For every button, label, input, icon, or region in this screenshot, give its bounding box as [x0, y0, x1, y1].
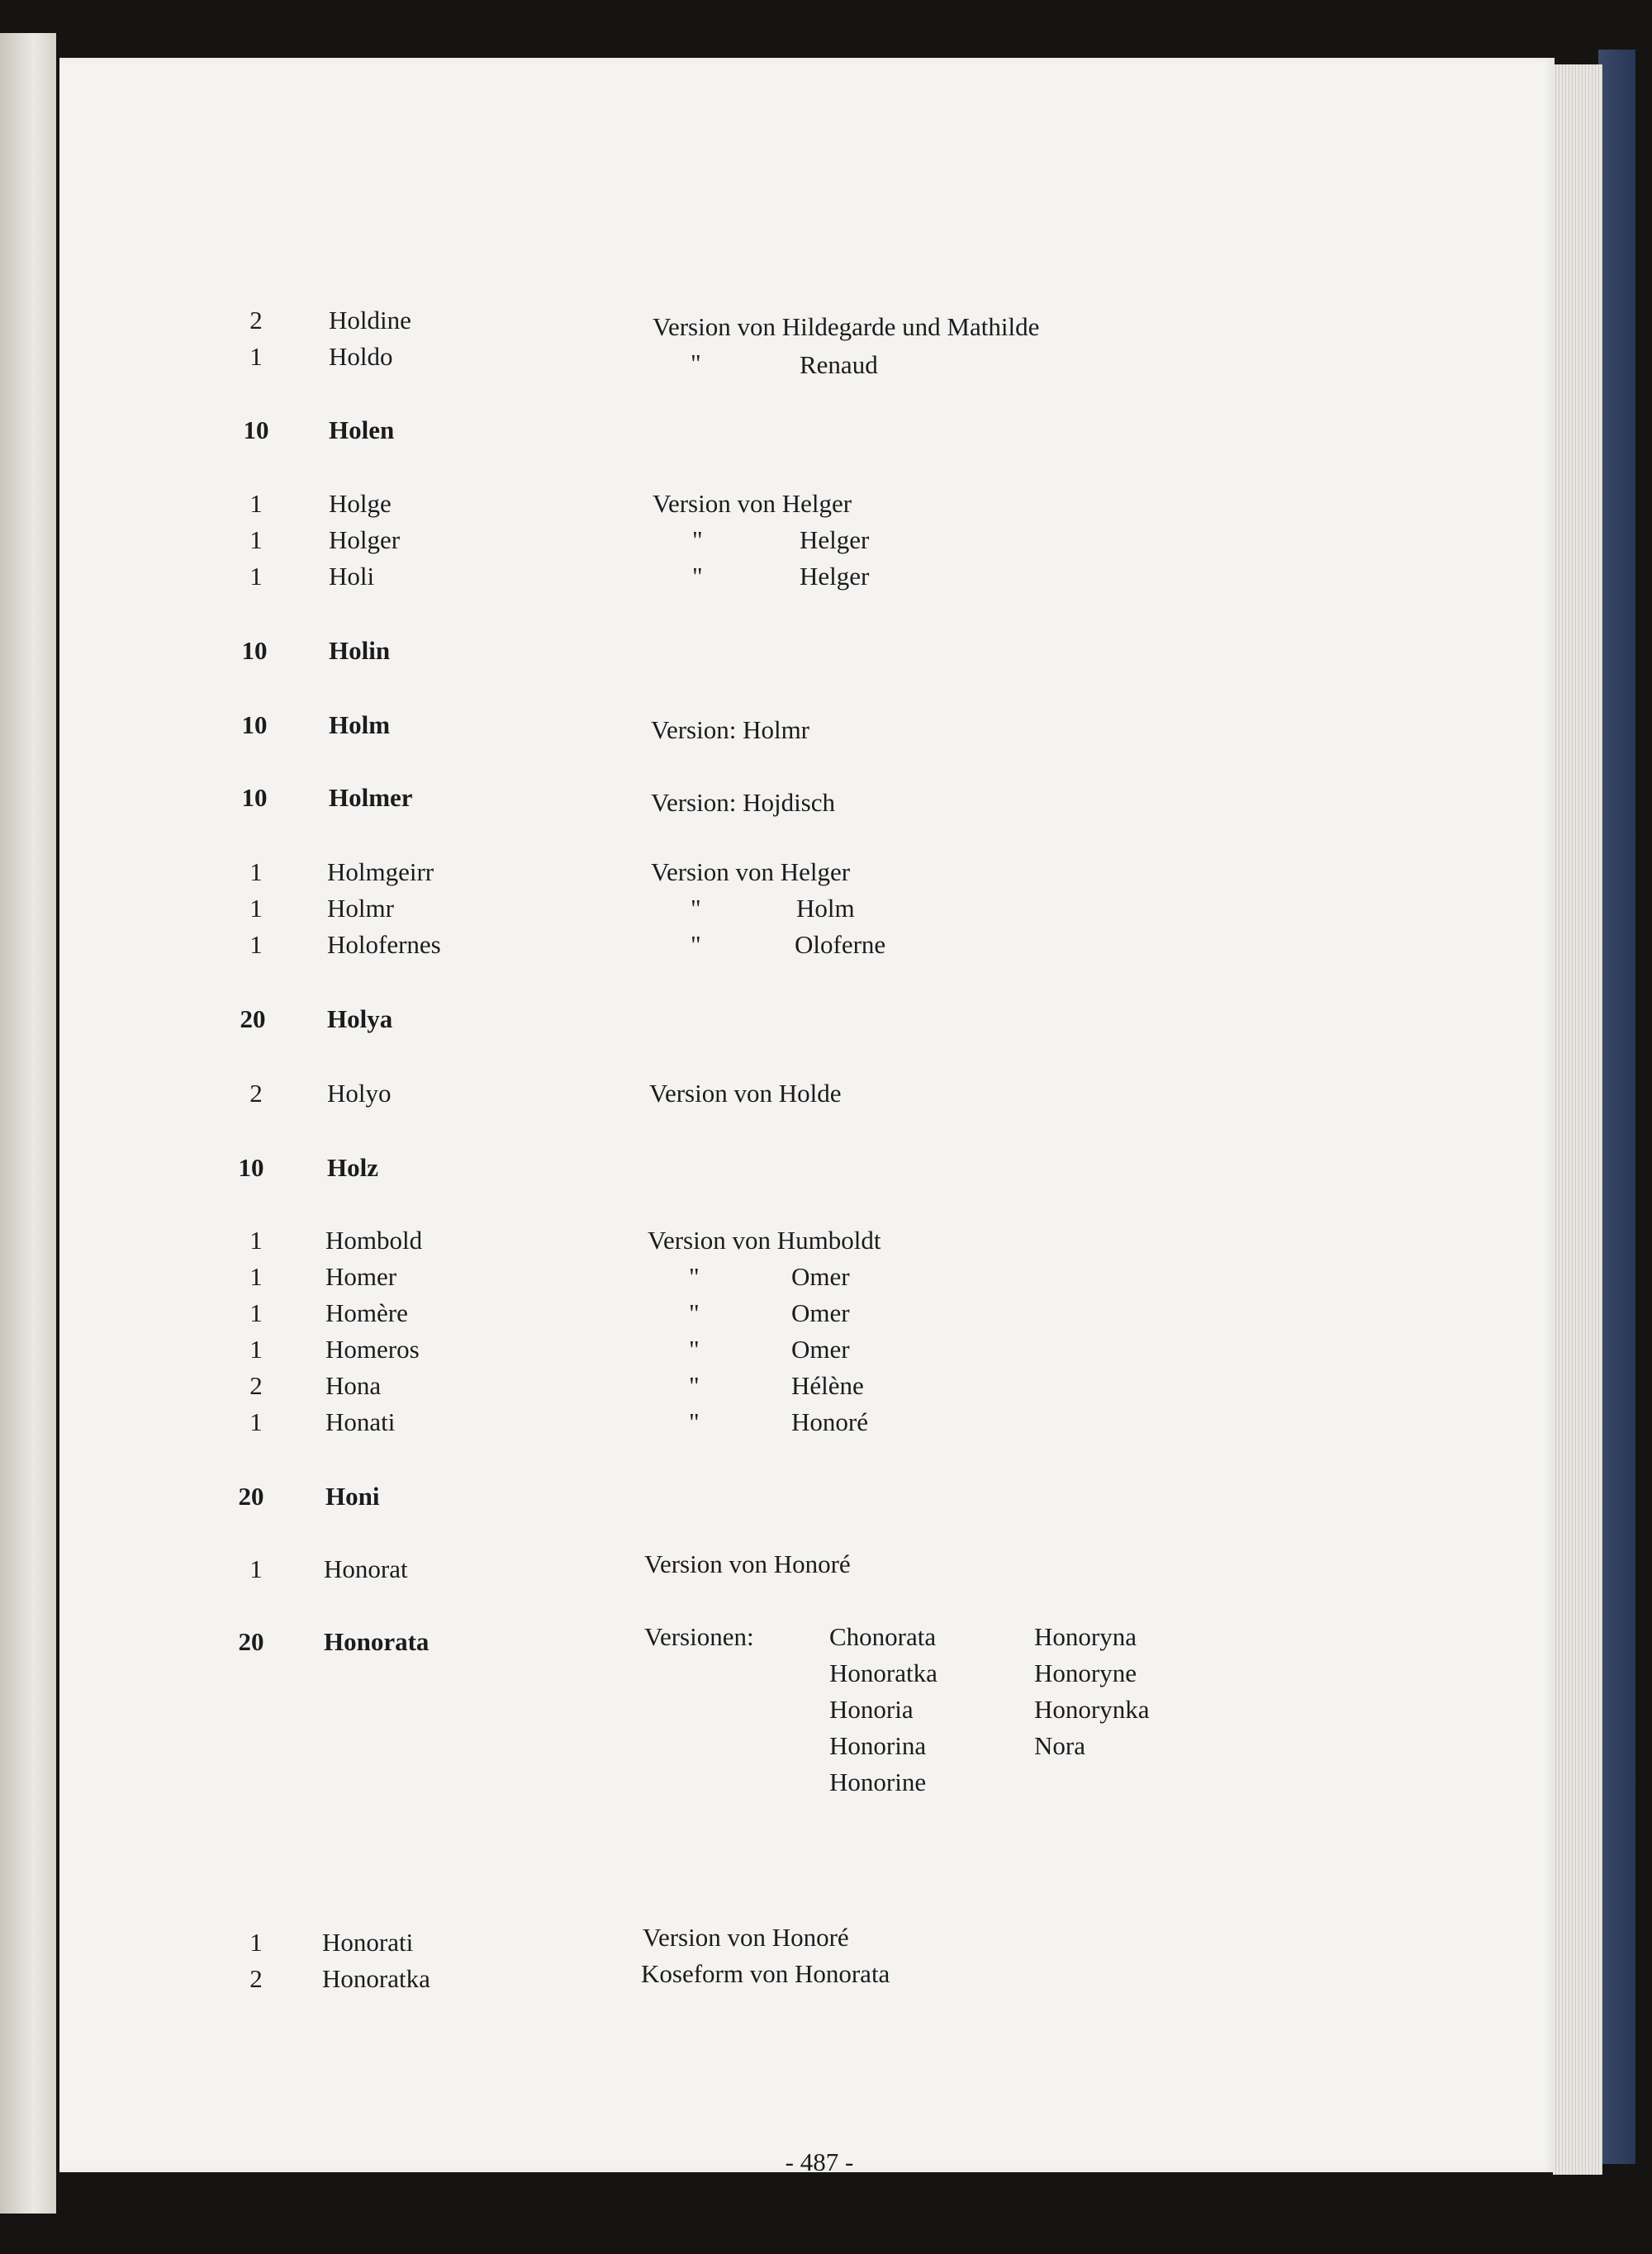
entry-count: 1: [249, 1298, 263, 1327]
entry-row: [59, 854, 1555, 890]
versions-row: [59, 1655, 1555, 1692]
ditto-mark: ": [691, 930, 701, 959]
entry-name: Homer: [325, 1262, 397, 1291]
entry-row: [59, 1478, 1555, 1515]
entry-count: 10: [241, 636, 268, 665]
ditto-mark: ": [691, 894, 701, 923]
entry-count: 1: [249, 894, 263, 923]
entry-note: Omer: [791, 1335, 850, 1364]
entry-name: Honorata: [324, 1627, 430, 1656]
entry-name: Holmgeirr: [327, 857, 434, 886]
entry-row: [59, 780, 1555, 816]
entry-note: Helger: [800, 562, 870, 591]
page-stack-edge: [1553, 64, 1602, 2175]
entry-note: Omer: [791, 1298, 850, 1327]
entry-name: Hombold: [325, 1226, 423, 1255]
entry-note: Version von Holde: [649, 1079, 842, 1108]
entry-note: Version von Helger: [653, 489, 852, 518]
entry-count: 10: [241, 710, 268, 739]
entry-count: 2: [249, 1371, 263, 1400]
versions-row: [59, 1692, 1555, 1728]
entry-note: Helger: [800, 525, 870, 554]
entry-name: Honi: [325, 1482, 380, 1511]
entry-name: Holmer: [329, 783, 413, 812]
entry-name: Homère: [325, 1298, 408, 1327]
entry-count: 1: [249, 857, 263, 886]
ditto-mark: ": [692, 525, 703, 554]
entry-note: Version: Holmr: [651, 715, 810, 744]
entry-row: [59, 522, 1555, 558]
ditto-mark: ": [689, 1407, 700, 1436]
entry-row: [59, 1551, 1555, 1587]
entry-note: Version von Hildegarde und Mathilde: [653, 312, 1040, 341]
entry-name: Hona: [325, 1371, 382, 1400]
entry-name: Holm: [329, 710, 391, 739]
entry-name: Holdo: [329, 342, 393, 371]
ditto-mark: ": [689, 1371, 700, 1400]
entry-name: Honati: [325, 1407, 396, 1436]
version-name: Honoryna: [1034, 1622, 1137, 1651]
entry-note: Versionen:: [644, 1622, 754, 1651]
version-name: Honorine: [829, 1768, 927, 1796]
entry-note: Holm: [796, 894, 855, 923]
entry-note: Renaud: [800, 350, 878, 379]
entry-count: 1: [249, 1335, 263, 1364]
entry-row: [59, 927, 1555, 963]
entry-count: 2: [249, 1079, 263, 1108]
version-name: Honoria: [829, 1695, 914, 1724]
entry-row: [59, 1295, 1555, 1331]
entry-row: [59, 486, 1555, 522]
ditto-mark: ": [689, 1298, 700, 1327]
entry-row: [59, 1368, 1555, 1404]
entry-row: [59, 707, 1555, 743]
entry-row: [59, 412, 1555, 448]
entry-name: Holin: [329, 636, 391, 665]
book-cover-edge: [1598, 50, 1635, 2164]
versions-row: [59, 1619, 1555, 1655]
entry-name: Holdine: [329, 306, 411, 335]
ditto-mark: ": [689, 1262, 700, 1291]
entry-count: 20: [240, 1004, 266, 1033]
version-name: Nora: [1034, 1731, 1085, 1760]
entry-count: 10: [243, 415, 269, 444]
entry-note: Version von Helger: [651, 857, 851, 886]
entry-note: Version von Honoré: [643, 1923, 849, 1952]
entry-row: [59, 1404, 1555, 1440]
entry-name: Honorati: [322, 1928, 414, 1957]
facing-page-edge: [0, 33, 56, 2214]
entry-name: Holger: [329, 525, 401, 554]
entry-count: 2: [249, 1964, 263, 1993]
entry-count: 1: [249, 1262, 263, 1291]
page-number: - 487 -: [785, 2147, 854, 2176]
entry-name: Holen: [329, 415, 395, 444]
entry-name: Homeros: [325, 1335, 420, 1364]
entry-count: 20: [238, 1627, 264, 1656]
version-name: Honorynka: [1034, 1695, 1150, 1724]
entry-count: 1: [249, 930, 263, 959]
entry-note: Version: Hojdisch: [651, 788, 836, 817]
ditto-mark: ": [689, 1335, 700, 1364]
entry-name: Holge: [329, 489, 392, 518]
version-name: Honoryne: [1034, 1658, 1137, 1687]
entry-row: [59, 302, 1555, 339]
entry-row: [59, 339, 1555, 379]
versions-row: [59, 1764, 1555, 1801]
entry-name: Holofernes: [327, 930, 441, 959]
ditto-mark: ": [691, 349, 701, 377]
entry-name: Holi: [329, 562, 375, 591]
version-name: Honoratka: [829, 1658, 938, 1687]
entry-count: 1: [249, 1226, 263, 1255]
entry-name: Holyo: [327, 1079, 392, 1108]
entry-count: 10: [238, 1153, 264, 1182]
entry-row: [59, 633, 1555, 669]
entry-row: [59, 1075, 1555, 1112]
entry-name: Holz: [327, 1153, 378, 1182]
entry-row: [59, 890, 1555, 927]
entry-name: Honorat: [324, 1554, 408, 1583]
entry-count: 1: [249, 342, 263, 371]
entry-count: 1: [249, 1407, 263, 1436]
entry-count: 1: [249, 489, 263, 518]
entry-row: [59, 1001, 1555, 1037]
entry-name: Honoratka: [322, 1964, 430, 1993]
entry-count: 1: [249, 1928, 263, 1957]
entry-note: Koseform von Honorata: [641, 1959, 890, 1988]
entry-row: [59, 1259, 1555, 1295]
entry-note: Honoré: [791, 1407, 868, 1436]
version-name: Honorina: [829, 1731, 927, 1760]
entry-count: 1: [249, 1554, 263, 1583]
entry-row: [59, 1150, 1555, 1186]
entry-note: Version von Honoré: [644, 1549, 851, 1578]
entry-row: [59, 1961, 1555, 1997]
entry-count: 1: [249, 562, 263, 591]
entry-count: 10: [241, 783, 268, 812]
book-page: [59, 58, 1555, 2176]
entry-name: Holmr: [327, 894, 394, 923]
entry-row: [59, 558, 1555, 595]
entry-count: 20: [238, 1482, 264, 1511]
entry-row: [59, 1331, 1555, 1368]
entry-note: Omer: [791, 1262, 850, 1291]
version-name: Chonorata: [829, 1622, 937, 1651]
entry-row: [59, 1222, 1555, 1259]
entry-note: Version von Humboldt: [648, 1226, 881, 1255]
ditto-mark: ": [692, 562, 703, 591]
entry-count: 2: [249, 306, 263, 335]
entry-name: Holya: [327, 1004, 393, 1033]
versions-row: [59, 1728, 1555, 1764]
entry-count: 1: [249, 525, 263, 554]
entry-note: Oloferne: [795, 930, 886, 959]
entry-note: Hélène: [791, 1371, 864, 1400]
